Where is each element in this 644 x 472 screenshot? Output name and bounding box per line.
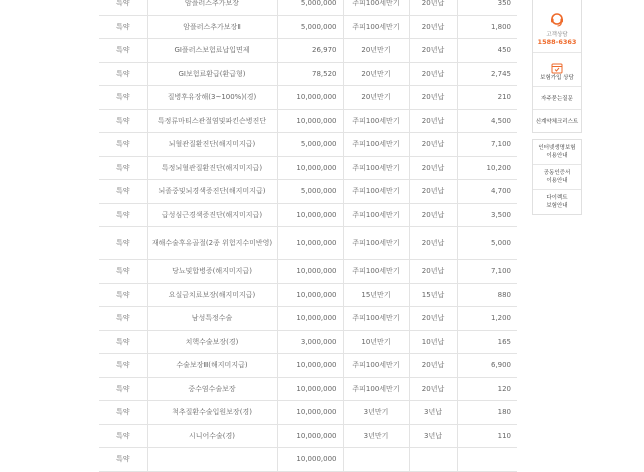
coverage-amount-cell: 10,000,000	[277, 307, 343, 331]
coverage-period-cell: 20년만기	[343, 39, 409, 63]
premium-cell: 350	[457, 0, 517, 15]
table-row	[99, 401, 517, 425]
coverage-amount-cell: 5,000,000	[277, 15, 343, 39]
premium-cell: 5,000	[457, 227, 517, 260]
payment-period-cell: 20년납	[409, 227, 457, 260]
rider-type-cell: 특약	[99, 401, 147, 425]
rider-type-cell: 특약	[99, 86, 147, 110]
rider-type-cell: 특약	[99, 203, 147, 227]
premium-cell: 180	[457, 401, 517, 425]
calendar-check-icon	[551, 59, 563, 71]
rider-type-cell: 특약	[99, 227, 147, 260]
rider-type-cell: 특약	[99, 377, 147, 401]
payment-period-cell: 20년납	[409, 354, 457, 378]
coverage-period-cell: 주피100세만기	[343, 109, 409, 133]
table-row	[99, 424, 517, 448]
table-row	[99, 62, 517, 86]
coverage-table-container	[99, 0, 517, 464]
rider-name-cell: 척추질환수술입원보장(경)	[147, 401, 277, 425]
table-row	[99, 354, 517, 378]
coverage-amount-cell: 10,000,000	[277, 203, 343, 227]
premium-cell: 3,500	[457, 203, 517, 227]
coverage-amount-cell: 10,000,000	[277, 377, 343, 401]
coverage-amount-cell: 26,970	[277, 39, 343, 63]
rider-type-cell: 특약	[99, 180, 147, 204]
rider-name-cell: 중수염수술보장	[147, 377, 277, 401]
rider-type-cell: 특약	[99, 39, 147, 63]
coverage-period-cell: 3년만기	[343, 401, 409, 425]
rider-name-cell: 특정류마티스관절염및파킨슨병진단	[147, 109, 277, 133]
coverage-period-cell: 10년만기	[343, 330, 409, 354]
premium-cell: 7,100	[457, 133, 517, 157]
apply-consult-label: 보험가입 상담	[540, 75, 574, 81]
coverage-period-cell: 주피100세만기	[343, 203, 409, 227]
table-row	[99, 86, 517, 110]
premium-cell: 210	[457, 86, 517, 110]
premium-cell: 880	[457, 283, 517, 307]
premium-cell: 120	[457, 377, 517, 401]
rider-type-cell: 특약	[99, 448, 147, 472]
premium-cell: 450	[457, 39, 517, 63]
table-row	[99, 330, 517, 354]
coverage-table	[99, 0, 517, 472]
coverage-amount-cell: 10,000,000	[277, 86, 343, 110]
payment-period-cell: 15년납	[409, 283, 457, 307]
payment-period-cell: 20년납	[409, 86, 457, 110]
premium-cell: 4,500	[457, 109, 517, 133]
coverage-period-cell: 주피100세만기	[343, 377, 409, 401]
rider-name-cell: 수술보장Ⅲ(해지미지급)	[147, 354, 277, 378]
direct-insurance-guide-link[interactable]: 다이렉트 보험안내	[546, 195, 568, 209]
rider-type-cell: 특약	[99, 424, 147, 448]
payment-period-cell: 20년납	[409, 133, 457, 157]
payment-period-cell: 20년납	[409, 180, 457, 204]
payment-period-cell: 20년납	[409, 62, 457, 86]
rider-type-cell: 특약	[99, 307, 147, 331]
table-row	[99, 0, 517, 15]
rider-type-cell: 특약	[99, 133, 147, 157]
coverage-amount-cell: 10,000,000	[277, 401, 343, 425]
payment-period-cell: 20년납	[409, 307, 457, 331]
table-row	[99, 109, 517, 133]
table-row	[99, 39, 517, 63]
rider-name-cell: 뇌혈관질환진단(해지미지급)	[147, 133, 277, 157]
coverage-amount-cell: 10,000,000	[277, 283, 343, 307]
payment-period-cell: 20년납	[409, 109, 457, 133]
checklist-link[interactable]: 신계약체크리스트	[535, 119, 579, 125]
payment-period-cell: 20년납	[409, 15, 457, 39]
rider-type-cell: 특약	[99, 260, 147, 284]
rider-type-cell: 특약	[99, 0, 147, 15]
premium-cell: 1,200	[457, 307, 517, 331]
coverage-amount-cell: 78,520	[277, 62, 343, 86]
table-row	[99, 15, 517, 39]
coverage-amount-cell: 10,000,000	[277, 260, 343, 284]
headset-icon	[549, 12, 565, 28]
call-label: 고객상담	[546, 32, 568, 38]
rider-type-cell: 특약	[99, 156, 147, 180]
premium-cell	[457, 448, 517, 472]
quick-menu	[532, 0, 582, 215]
coverage-amount-cell: 5,000,000	[277, 180, 343, 204]
rider-name-cell: GI보험료환급(환급형)	[147, 62, 277, 86]
table-row	[99, 448, 517, 472]
premium-cell: 165	[457, 330, 517, 354]
table-row	[99, 203, 517, 227]
rider-name-cell: GI플러스보험료납입면제	[147, 39, 277, 63]
payment-period-cell: 3년납	[409, 401, 457, 425]
rider-type-cell: 특약	[99, 109, 147, 133]
payment-period-cell: 3년납	[409, 424, 457, 448]
table-row	[99, 283, 517, 307]
rider-type-cell: 특약	[99, 330, 147, 354]
rider-type-cell: 특약	[99, 283, 147, 307]
payment-period-cell: 20년납	[409, 260, 457, 284]
premium-cell: 110	[457, 424, 517, 448]
faq-link[interactable]: 자주묻는질문	[533, 87, 581, 110]
rider-name-cell: 당뇨및합병증(해지미지급)	[147, 260, 277, 284]
coverage-period-cell: 주피100세만기	[343, 156, 409, 180]
coverage-amount-cell: 10,000,000	[277, 227, 343, 260]
table-row	[99, 377, 517, 401]
rider-name-cell	[147, 448, 277, 472]
coverage-period-cell: 20년만기	[343, 62, 409, 86]
rider-name-cell: 재해수술후유골절(2종 위험지수미반영)	[147, 227, 277, 260]
rider-name-cell: 남성특정수술	[147, 307, 277, 331]
coverage-period-cell: 주피100세만기	[343, 354, 409, 378]
call-center[interactable]	[533, 0, 581, 53]
premium-cell: 2,745	[457, 62, 517, 86]
rider-name-cell: 특정뇌혈관질환진단(해지미지급)	[147, 156, 277, 180]
coverage-period-cell: 20년만기	[343, 86, 409, 110]
payment-period-cell: 20년납	[409, 377, 457, 401]
coverage-period-cell: 3년만기	[343, 424, 409, 448]
coverage-period-cell: 주피100세만기	[343, 0, 409, 15]
table-row	[99, 156, 517, 180]
coverage-amount-cell: 10,000,000	[277, 354, 343, 378]
rider-name-cell: 암플러스추가보장	[147, 0, 277, 15]
coverage-amount-cell: 5,000,000	[277, 133, 343, 157]
rider-type-cell: 특약	[99, 62, 147, 86]
table-row	[99, 227, 517, 260]
payment-period-cell: 20년납	[409, 39, 457, 63]
rider-name-cell: 시니어수술(경)	[147, 424, 277, 448]
premium-cell: 6,900	[457, 354, 517, 378]
coverage-period-cell: 15년만기	[343, 283, 409, 307]
coverage-amount-cell: 3,000,000	[277, 330, 343, 354]
table-row	[99, 133, 517, 157]
coverage-period-cell	[343, 448, 409, 472]
payment-period-cell: 20년납	[409, 203, 457, 227]
rider-name-cell: 치핵수술보장(경)	[147, 330, 277, 354]
coverage-amount-cell: 10,000,000	[277, 156, 343, 180]
coverage-amount-cell: 10,000,000	[277, 424, 343, 448]
premium-cell: 4,700	[457, 180, 517, 204]
premium-cell: 1,800	[457, 15, 517, 39]
rider-name-cell: 질병후유장해(3~100%)(경)	[147, 86, 277, 110]
coverage-period-cell: 주피100세만기	[343, 133, 409, 157]
coverage-period-cell: 주피100세만기	[343, 260, 409, 284]
coverage-amount-cell: 10,000,000	[277, 448, 343, 472]
coverage-period-cell: 주피100세만기	[343, 15, 409, 39]
rider-name-cell: 암플러스추가보장Ⅱ	[147, 15, 277, 39]
payment-period-cell	[409, 448, 457, 472]
coverage-period-cell: 주피100세만기	[343, 227, 409, 260]
rider-name-cell: 급성심근경색증진단(해지미지급)	[147, 203, 277, 227]
apply-consult-link[interactable]	[533, 53, 581, 87]
rider-name-cell: 뇌졸중및뇌경색증진단(해지미지급)	[147, 180, 277, 204]
table-row	[99, 307, 517, 331]
coverage-amount-cell: 10,000,000	[277, 109, 343, 133]
rider-type-cell: 특약	[99, 354, 147, 378]
payment-period-cell: 10년납	[409, 330, 457, 354]
table-row	[99, 180, 517, 204]
payment-period-cell: 20년납	[409, 156, 457, 180]
rider-type-cell: 특약	[99, 15, 147, 39]
call-number: 1588-6363	[537, 38, 577, 46]
premium-cell: 7,100	[457, 260, 517, 284]
coverage-amount-cell: 5,000,000	[277, 0, 343, 15]
table-row	[99, 260, 517, 284]
payment-period-cell: 20년납	[409, 0, 457, 15]
rider-name-cell: 요실금치료보장(해지미지급)	[147, 283, 277, 307]
premium-cell: 10,200	[457, 156, 517, 180]
coverage-period-cell: 주피100세만기	[343, 180, 409, 204]
internet-insurance-guide-link[interactable]: 인터넷생명보험 이용안내	[533, 140, 581, 165]
certificate-guide-link[interactable]: 공동인증서 이용안내	[533, 165, 581, 190]
coverage-period-cell: 주피100세만기	[343, 307, 409, 331]
